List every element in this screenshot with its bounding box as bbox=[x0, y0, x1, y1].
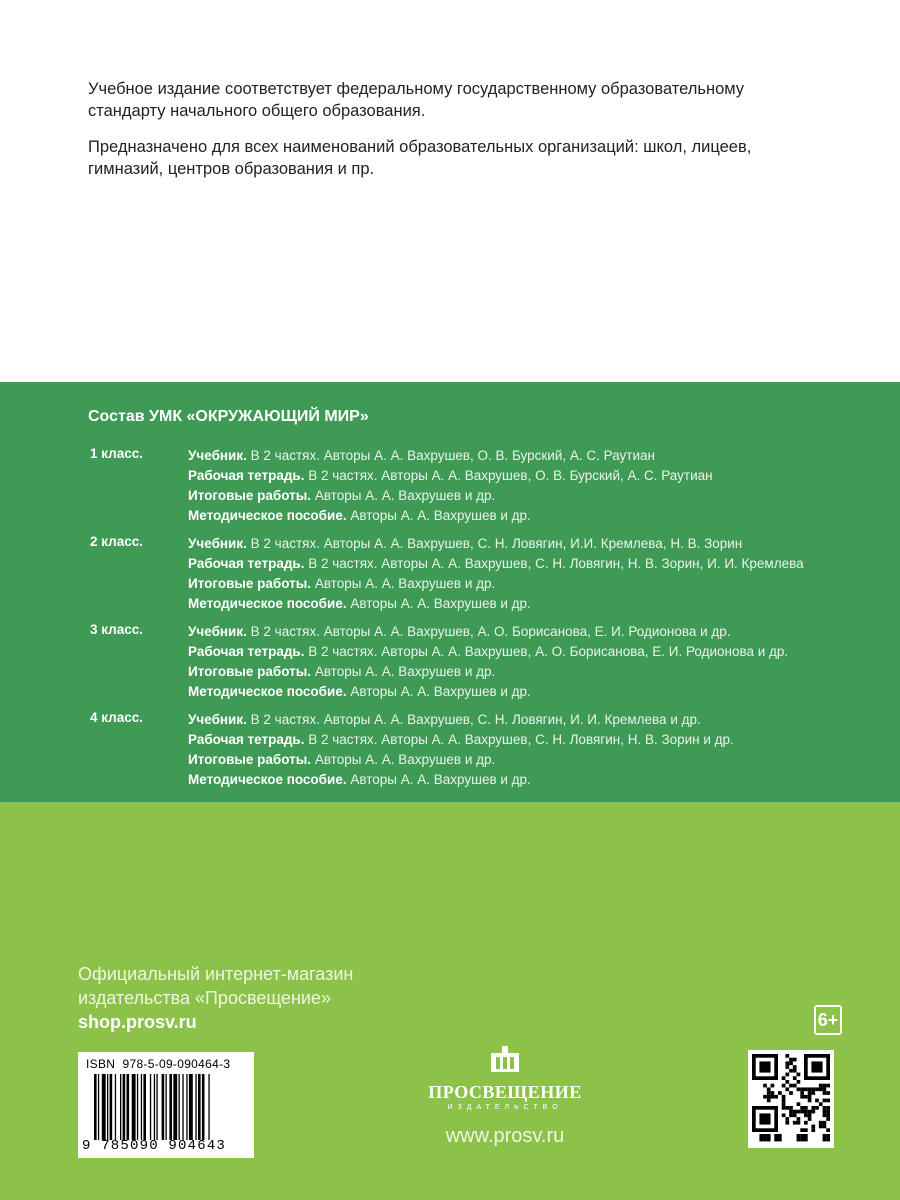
grade-line: Рабочая тетрадь. В 2 частях. Авторы А. А. Вахрушев, С. Н. Ловягин, Н. В. Зорин и др. bbox=[188, 732, 734, 747]
age-rating-badge: 6+ bbox=[814, 1005, 842, 1035]
grade-line: Рабочая тетрадь. В 2 частях. Авторы А. А. Вахрушев, А. О. Борисанова, Е. И. Родионова и др. bbox=[188, 644, 789, 659]
intro-paragraph-standard: Учебное издание соответствует федеральному государственному образовательному стандарту начального общего образования. bbox=[88, 80, 745, 120]
grade-line: Методическое пособие. Авторы А. А. Вахрушев и др. bbox=[188, 508, 531, 523]
barcode-digits: 9 785090 904643 bbox=[82, 1138, 227, 1154]
publisher-name: ПРОСВЕЩЕНИЕ bbox=[428, 1082, 582, 1102]
intro-paragraph-purpose: Предназначено для всех наименований образовательных организаций: школ, лицеев, гимназий, центров образования и пр. bbox=[88, 138, 752, 178]
grade-line: Методическое пособие. Авторы А. А. Вахрушев и др. bbox=[188, 772, 531, 787]
grade-line: Итоговые работы. Авторы А. А. Вахрушев и др. bbox=[188, 752, 496, 767]
grade-line: Итоговые работы. Авторы А. А. Вахрушев и др. bbox=[188, 664, 496, 679]
publisher-block bbox=[425, 1045, 585, 1148]
grade-line: Учебник. В 2 частях. Авторы А. А. Вахрушев, С. Н. Ловягин, И. И. Кремлева и др. bbox=[188, 712, 701, 727]
grade-line: Итоговые работы. Авторы А. А. Вахрушев и др. bbox=[188, 576, 496, 591]
grade-label: 3 класс. bbox=[90, 622, 144, 637]
grade-line: Методическое пособие. Авторы А. А. Вахрушев и др. bbox=[188, 596, 531, 611]
shop-line-2: издательства «Просвещение» bbox=[78, 988, 331, 1008]
grade-line: Итоговые работы. Авторы А. А. Вахрушев и др. bbox=[188, 488, 496, 503]
grade-line: Рабочая тетрадь. В 2 частях. Авторы А. А. Вахрушев, О. В. Бурский, А. С. Раутиан bbox=[188, 468, 713, 483]
publisher-subtitle: ИЗДАТЕЛЬСТВО bbox=[447, 1104, 563, 1111]
isbn-text bbox=[86, 1057, 230, 1071]
qr-code-box bbox=[748, 1050, 834, 1148]
shop-line-1: Официальный интернет-магазин bbox=[78, 964, 354, 984]
isbn-barcode-box bbox=[78, 1052, 254, 1158]
qr-code-icon[interactable] bbox=[752, 1054, 830, 1144]
grade-line: Учебник. В 2 частях. Авторы А. А. Вахрушев, О. В. Бурский, А. С. Раутиан bbox=[188, 448, 655, 463]
grade-label: 4 класс. bbox=[90, 710, 144, 725]
umk-title: Состав УМК «ОКРУЖАЮЩИЙ МИР» bbox=[88, 408, 369, 425]
publisher-url-link[interactable]: www.prosv.ru bbox=[445, 1125, 565, 1147]
isbn-number: 978-5-09-090464-3 bbox=[122, 1057, 231, 1071]
intro-text bbox=[88, 78, 788, 194]
grade-label: 1 класс. bbox=[90, 446, 144, 461]
shop-block bbox=[78, 962, 353, 1034]
grade-line: Рабочая тетрадь. В 2 частях. Авторы А. А. Вахрушев, С. Н. Ловягин, Н. В. Зорин, И. И. Кремлева bbox=[188, 556, 804, 571]
isbn-label: ISBN bbox=[86, 1057, 116, 1071]
grade-line: Методическое пособие. Авторы А. А. Вахрушев и др. bbox=[188, 684, 531, 699]
grade-line: Учебник. В 2 частях. Авторы А. А. Вахрушев, С. Н. Ловягин, И.И. Кремлева, Н. В. Зорин bbox=[188, 536, 743, 551]
barcode-icon bbox=[94, 1074, 246, 1140]
top-white-area bbox=[0, 0, 900, 382]
shop-url-link[interactable]: shop.prosv.ru bbox=[78, 1012, 197, 1032]
grade-label: 2 класс. bbox=[90, 534, 144, 549]
grade-line: Учебник. В 2 частях. Авторы А. А. Вахрушев, А. О. Борисанова, Е. И. Родионова и др. bbox=[188, 624, 731, 639]
prosveshchenie-logo-icon bbox=[490, 1045, 520, 1073]
